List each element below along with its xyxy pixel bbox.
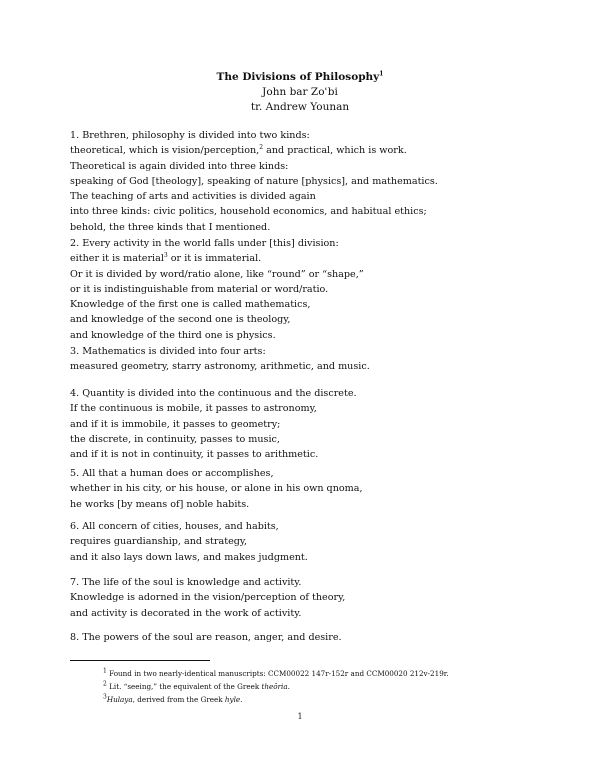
section-line: requires guardianship, and strategy, (70, 536, 248, 548)
section-8 (70, 630, 540, 645)
section-line: 2. Every activity in the world falls under [this] division: (70, 238, 339, 249)
section-line: he works [by means of] noble habits. (70, 498, 250, 510)
section-line: and knowledge of the third one is physics. (70, 329, 276, 341)
document-title: The Divisions of Philosophy$^1$ (216, 70, 384, 83)
section-line: Or it is divided by word/ratio alone, like “round” or “shape,” (70, 268, 364, 280)
footnote-3: $^3$Hulaya, derived from the Greek hyle. (103, 693, 243, 704)
section-line: either it is material$^3$ or it is immaterial. (70, 252, 262, 265)
section-4 (70, 386, 540, 462)
section-line: into three kinds: civic politics, household economics, and habitual ethics; (70, 206, 427, 218)
section-line: measured geometry, starry astronomy, arithmetic, and music. (70, 361, 370, 373)
section-line: Knowledge is adorned in the vision/perception of theory, (70, 592, 346, 604)
section-line: behold, the three kinds that I mentioned. (70, 221, 271, 233)
section-7 (70, 575, 540, 621)
page-number: 1 (297, 712, 303, 721)
section-line: 5. All that a human does or accomplishes, (70, 468, 274, 479)
footnote-ref: 1 (379, 70, 384, 78)
footnote-1: $^1$ Found in two nearly-identical manuscripts: CCM00022 147r-152r and CCM00020 212v-219r. (103, 667, 449, 678)
section-line: or it is indistinguishable from material or word/ratio. (70, 283, 329, 295)
section-line: whether in his city, or his house, or alone in his own qnoma, (70, 483, 363, 495)
document-header (0, 70, 600, 115)
translator-line: tr. Andrew Younan (250, 101, 350, 113)
section-line: theoretical, which is vision/perception,$^2$ and practical, which is work. (70, 144, 407, 157)
section-1 (70, 128, 540, 235)
section-line: speaking of God [theology], speaking of nature [physics], and mathematics. (70, 175, 438, 187)
section-line: 3. Mathematics is divided into four arts: (70, 346, 266, 357)
section-line: and activity is decorated in the work of activity. (70, 607, 302, 619)
footnote-2: $^2$ Lit. “seeing,” the equivalent of the Greek theōria. (103, 680, 290, 691)
section-line: The teaching of arts and activities is divided again (70, 191, 316, 203)
section-line: 7. The life of the soul is knowledge and activity. (70, 577, 302, 588)
section-line: 4. Quantity is divided into the continuous and the discrete. (70, 388, 357, 399)
footnotes (103, 667, 563, 706)
author-line: John bar Zoʿbi (262, 86, 338, 98)
footnote-ref: 2 (259, 144, 264, 152)
section-line: 1. Brethren, philosophy is divided into two kinds: (70, 130, 310, 141)
section-line: and knowledge of the second one is theology, (70, 314, 291, 326)
section-6 (70, 519, 540, 565)
footnote-divider (70, 660, 210, 661)
section-line: Knowledge of the first one is called mathematics, (70, 299, 311, 311)
section-line: If the continuous is mobile, it passes to astronomy, (70, 403, 317, 415)
section-line: 6. All concern of cities, houses, and habits, (70, 521, 279, 532)
section-2 (70, 236, 540, 343)
section-line: and it also lays down laws, and makes judgment. (70, 551, 308, 563)
section-line: and if it is not in continuity, it passes to arithmetic. (70, 449, 319, 461)
section-line: Theoretical is again divided into three kinds: (70, 160, 289, 172)
section-5 (70, 466, 540, 512)
section-line: the discrete, in continuity, passes to music, (70, 433, 280, 445)
section-line: 8. The powers of the soul are reason, anger, and desire. (70, 632, 342, 643)
footnote-ref: 3 (163, 252, 168, 260)
section-3 (70, 344, 540, 375)
section-line: and if it is immobile, it passes to geometry; (70, 418, 281, 430)
